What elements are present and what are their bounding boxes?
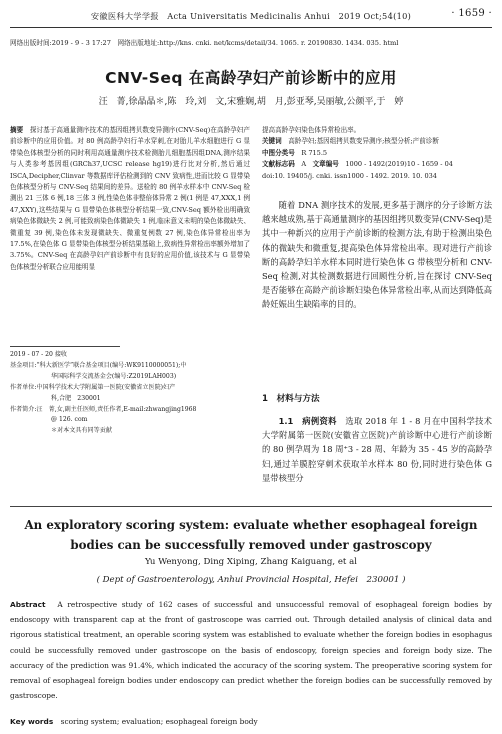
english-abstract	[10, 597, 492, 703]
equal-contribution-note: ＊对本文具有同等贡献	[51, 427, 112, 435]
abstract-continuation	[262, 125, 492, 182]
header-rule	[10, 27, 492, 28]
subsection-heading: 1.1 病例资料	[278, 416, 337, 426]
received-date: 2019 - 07 - 20 接收	[10, 351, 68, 358]
journal-header: 安徽医科大学学报 Acta Universitatis Medicinalis Anhui 2019 Oct;54(10)	[90, 11, 412, 21]
english-title-line-1: An exploratory scoring system: evaluate whether esophageal foreign	[24, 518, 478, 532]
clc-label: 中图分类号	[262, 148, 295, 157]
author-bio-line-1: 作者简介:汪 菁,女,副主任医师,责任作者,E-mail:zhwangjing1968	[10, 405, 197, 413]
online-publication-note: 网络出版时间:2019 - 9 - 3 17:27 网络出版地址:http://kns. cnki. net/kcms/detail/34. 1065. r. 20190830. 1434. 035. html	[10, 39, 399, 47]
keywords-cn	[262, 136, 492, 147]
document-code-line	[262, 159, 492, 170]
footnote-rule	[10, 346, 120, 347]
author-bio-line-2: @ 126. com	[51, 416, 88, 424]
unit-line-1: 作者单位:中国科学技术大学附属第一医院(安徽省立医院)妇产	[10, 383, 176, 391]
classification-line	[262, 148, 492, 159]
clc-value: R 715.5	[301, 148, 328, 157]
english-affiliation: ( Dept of Gastroenterology, Anhui Provincial Hospital, Hefei 230001 )	[96, 575, 406, 585]
fund-line-2: 华国际科学交流基金会(编号:Z2019LAH003)	[51, 372, 177, 380]
page-number: · 1659 ·	[451, 8, 492, 19]
running-header	[10, 6, 492, 26]
abstract-text: 探讨基于高通量测序技术的基因组拷贝数变异测序(CNV-Seq)在高龄孕妇产前诊断中的应用价值。对 80 例高龄孕妇行羊水穿刺,在对胎儿羊水细胞进行 G 显带染色体核型分析的同时利用高通量测序技术检测胎儿细胞基因组DNA,测序结果与人类参考基因组(GRCh37,UCSC release hg19)进行比对分析,然后通过 ISCA,Decipher,Clinvar 等数据库评估检测到的 CNV 致病性,进而比较 G 显带染色体核型分析与 CNV-Seq 结果间的差异。送检的 80 例羊水样本中 CNV-Seq 检测出 21 三体 6 例,18 三体 3 例,性染色体非整倍体异常 2 例(1 例是 47,XXX,1 例 47,XXY),这些结果与 G 显带染色体核型分析结果一致,CNV-Seq 额外检出明确致病染色体微缺失 2 例,可能致病染色体微缺失 1 例,临床意义未明的染色体微缺失、微重复 39 例,染色体未发现微缺失、微重复例数 27 例,染色体异常检出率为 17.5%,在染色体 G 显带染色体核型分析结果基础上,致病性异常检出率额外增加了 3.75%。CNV-Seq 在高龄孕妇产前诊断中有良好的应用价值,该技术与 G 显带染色体核型分析联合应用能明显	[10, 126, 250, 271]
doi: doi:10. 19405/j. cnki. issn1000 - 1492. 2019. 10. 034	[262, 171, 437, 180]
section-divider	[10, 506, 492, 507]
english-keywords-text: scoring system; evaluation; esophageal foreign body	[60, 717, 258, 726]
english-keywords	[10, 716, 258, 727]
article-title: CNV-Seq 在高龄孕妇产前诊断中的应用	[105, 69, 397, 87]
case-data-section	[262, 414, 492, 485]
abstract-label: 摘要	[10, 126, 24, 134]
english-abstract-text: A retrospective study of 162 cases of successful and unsuccessful removal of esophageal foreign bodies by endoscopy with transparent cap at the front of gastroscope was carried out. Through detailed analysis of clinical data and rigorous statistical treatment, an operable scoring system was established to evaluate whether the foreign bodies in esophagus could be successfully removed under gastroscope on the basis of endoscopy, foreign species and foreign body size. The accuracy of the prediction was 91.4%, which indicated the accuracy of the scoring system. The preoperative scoring system for removal of esophageal foreign bodies under endoscopy can predict whether the foreign bodies can be successfully removed by gastroscope.	[10, 600, 492, 701]
intro-paragraph: 随着 DNA 测序技术的发展,更多基于测序的分子诊断方法越来越成熟,基于高通量测序的基因组拷贝数变异(CNV-Seq)是其中一种新兴的应用于产前诊断的检测方法,有助于检测出染色体的微缺失和微重复,提高染色体异常检出率。现对进行产前诊断的高龄孕妇羊水样本同时进行染色体 G 带核型分析和 CNV-Seq 检测,对其检测数据进行回顾性分析,旨在探讨 CNV-Seq 是否能够在高龄产前诊断妇染色体异常检出率,从而达到降低高龄妊娠出生缺陷率的目的。	[262, 200, 492, 310]
article-number-label: 文章编号	[312, 160, 339, 169]
author-list: 汪 菁,徐晶晶＊,陈 玲,刘 文,宋雅娴,胡 月,彭亚琴,吴丽敏,公颜平,于 婷	[98, 97, 404, 107]
article-number-value: 1000 - 1492(2019)10 - 1659 - 04	[345, 160, 453, 169]
keywords-text: 高龄孕妇;基因组拷贝数变异测序;核型分析;产前诊断	[288, 137, 439, 146]
english-keywords-label: Key words	[10, 717, 54, 726]
unit-line-2: 科,合肥 230001	[51, 394, 101, 402]
english-abstract-label: Abstract	[10, 600, 46, 609]
english-authors: Yu Wenyong, Ding Xiping, Zhang Kaiguang, et al	[145, 557, 357, 567]
fund-line-1: 基金项目:“科大新医学”联合基金项目(编号:WK9110000051);中	[10, 361, 187, 369]
introduction	[262, 198, 492, 312]
chinese-abstract	[10, 125, 250, 273]
footnotes	[10, 350, 250, 437]
doc-code-label: 文献标志码	[262, 160, 295, 169]
english-title	[0, 515, 502, 555]
case-data-text: 选取 2018 年 1 - 8 月在中国科学技术大学附属第一医院(安徽省立医院)产前诊断中心进行产前诊断的 80 例孕周为 18 周⁺3 - 28 周、年龄为 35 - 45 岁的高龄孕妇,通过羊膜腔穿刺术获取羊水样本 80 份,同时进行染色体 G 显带核型分	[262, 416, 492, 483]
doc-code-value: A	[301, 160, 307, 169]
english-title-line-2: bodies can be successfully removed under gastroscopy	[70, 538, 432, 552]
abstract-end: 提高高龄孕妇染色体异常检出率。	[262, 126, 361, 134]
section-heading-materials: 1 材料与方法	[262, 394, 320, 404]
keywords-label: 关键词	[262, 137, 282, 146]
